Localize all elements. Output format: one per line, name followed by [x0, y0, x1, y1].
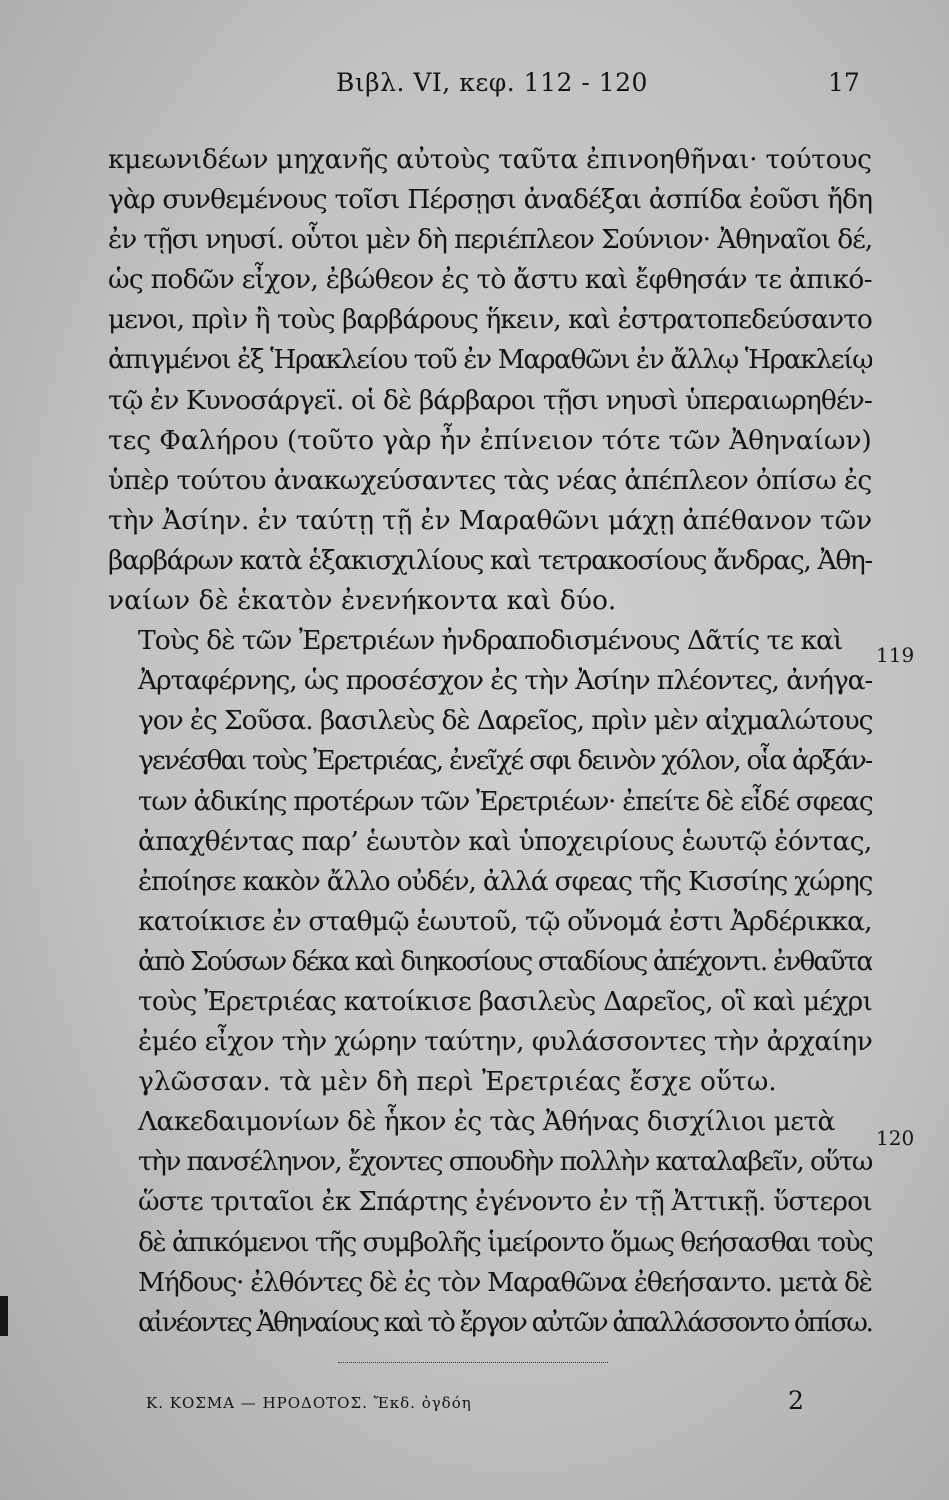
- text-line: γενέσθαι τοὺς Ἐρετριέας, ἐνεῖχέ σφι δεινὸν χόλον, οἷα ἀρξάν-: [138, 745, 872, 777]
- footer-rule: [338, 1362, 608, 1363]
- text-line: Λακεδαιμονίων δὲ ἧκον ἐς τὰς Ἀθήνας δισχίλιοι μετὰ: [138, 1106, 835, 1138]
- text-line: βαρβάρων κατὰ ἑξακισχιλίους καὶ τετρακοσίους ἄνδρας, Ἀθη-: [108, 544, 872, 576]
- text-line: Τοὺς δὲ τῶν Ἐρετριέων ἠνδραποδισμένους Δᾶτίς τε καὶ: [138, 625, 843, 657]
- text-line: Μήδους· ἐλθόντες δὲ ἐς τὸν Μαραθῶνα ἐθεήσαντο. μετὰ δὲ: [138, 1266, 872, 1298]
- text-line: γὰρ συνθεμένους τοῖσι Πέρσῃσι ἀναδέξαι ἀσπίδα ἐοῦσι ἤδη: [108, 184, 872, 216]
- chapter-marginal-120: 120: [876, 1126, 915, 1150]
- page-number: 17: [828, 68, 860, 97]
- footer-imprint: Κ. ΚΟΣΜΑ — ΗΡΟΔΟΤΟΣ. Ἔκδ. ὀγδόη: [146, 1394, 472, 1412]
- text-line: ἀπιγμένοι ἐξ Ἡρακλείου τοῦ ἐν Μαραθῶνι ἐν ἄλλῳ Ἡρακλείῳ: [108, 344, 872, 376]
- text-line: ἐν τῇσι νηυσί. οὗτοι μὲν δὴ περιέπλεον Σούνιον· Ἀθηναῖοι δέ,: [108, 224, 872, 256]
- text-line: ἀπὸ Σούσων δέκα καὶ διηκοσίους σταδίους ἀπέχοντι. ἐνθαῦτα: [138, 945, 872, 977]
- text-line: ἐποίησε κακὸν ἄλλο οὐδέν, ἀλλά σφεας τῆς Κισσίης χώρης: [138, 865, 872, 897]
- text-line: ἀπαχθέντας παρ’ ἑωυτὸν καὶ ὑποχειρίους ἑωυτῷ ἐόντας,: [138, 825, 872, 857]
- text-line: τὴν πανσέληνον, ἔχοντες σπουδὴν πολλὴν καταλαβεῖν, οὕτω: [138, 1146, 872, 1178]
- paragraph-120: [108, 1102, 872, 1343]
- text-line: μενοι, πρὶν ἢ τοὺς βαρβάρους ἥκειν, καὶ ἐστρατοπεδεύσαντο: [108, 304, 872, 336]
- text-line: Ἀρταφέρνης, ὡς προσέσχον ἐς τὴν Ἀσίην πλέοντες, ἀνήγα-: [138, 665, 872, 697]
- signature-mark: 2: [788, 1386, 804, 1415]
- text-line: ὑπὲρ τούτου ἀνακωχεύσαντες τὰς νέας ἀπέπλεον ὀπίσω ἐς: [108, 464, 872, 496]
- text-line: ἐμέο εἶχον τὴν χώρην ταύτην, φυλάσσοντες τὴν ἀρχαίην: [138, 1026, 872, 1058]
- text-line: δὲ ἀπικόμενοι τῆς συμβολῆς ἱμείροντο ὅμως θεήσασθαι τοὺς: [138, 1226, 872, 1258]
- text-line: τες Φαλήρου (τοῦτο γὰρ ἦν ἐπίνειον τότε τῶν Ἀθηναίων): [108, 424, 872, 456]
- paragraph-118-end: [108, 140, 872, 621]
- text-line: γον ἐς Σοῦσα. βασιλεὺς δὲ Δαρεῖος, πρὶν μὲν αἰχμαλώτους: [138, 705, 872, 737]
- text-line: κμεωνιδέων μηχανῆς αὐτοὺς ταῦτα ἐπινοηθῆναι· τούτους: [108, 144, 872, 175]
- text-line: τοὺς Ἐρετριέας κατοίκισε βασιλεὺς Δαρεῖος, οἳ καὶ μέχρι: [138, 985, 872, 1017]
- text-line: των ἀδικίης προτέρων τῶν Ἐρετριέων· ἐπείτε δὲ εἶδέ σφεας: [138, 785, 872, 817]
- text-line: ὡς ποδῶν εἶχον, ἐβώθεον ἐς τὸ ἄστυ καὶ ἔφθησάν τε ἀπικό-: [108, 264, 872, 296]
- body-text: [108, 140, 872, 1343]
- text-line: ναίων δὲ ἑκατὸν ἐνενήκοντα καὶ δύο.: [108, 585, 617, 617]
- chapter-marginal-119: 119: [876, 643, 915, 667]
- binding-edge-mark: [0, 1296, 8, 1336]
- text-line: γλῶσσαν. τὰ μὲν δὴ περὶ Ἐρετριέας ἔσχε οὕτω.: [138, 1066, 777, 1098]
- text-line: τὴν Ἀσίην. ἐν ταύτῃ τῇ ἐν Μαραθῶνι μάχῃ ἀπέθανον τῶν: [108, 504, 872, 536]
- text-line: κατοίκισε ἐν σταθμῷ ἑωυτοῦ, τῷ οὔνομά ἐστι Ἀρδέρικκα,: [138, 905, 872, 937]
- text-line: αἰνέοντες Ἀθηναίους καὶ τὸ ἔργον αὐτῶν ἀπαλλάσσοντο ὀπίσω.: [138, 1306, 872, 1338]
- running-head: Βιβλ. VI, κεφ. 112 - 120: [336, 68, 648, 97]
- text-line: ὥστε τριταῖοι ἐκ Σπάρτης ἐγένοντο ἐν τῇ Ἀττικῇ. ὕστεροι: [138, 1186, 872, 1218]
- text-line: τῷ ἐν Κυνοσάργεϊ. οἱ δὲ βάρβαροι τῇσι νηυσὶ ὑπεραιωρηθέν-: [108, 384, 872, 416]
- page-header: [0, 68, 949, 108]
- paragraph-119: [108, 621, 872, 1102]
